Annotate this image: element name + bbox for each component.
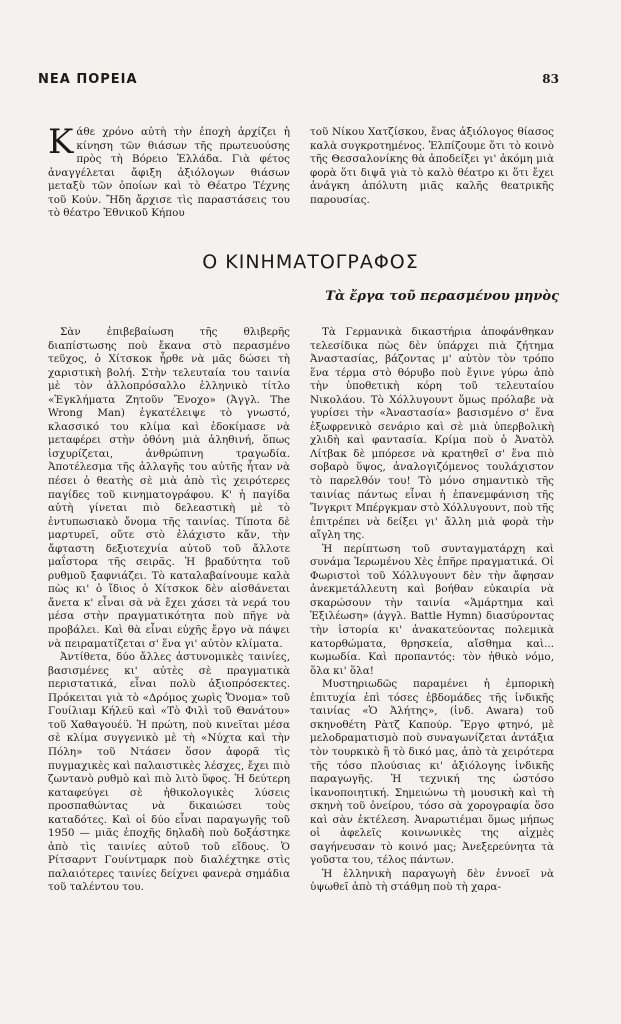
drop-cap: Κ — [48, 122, 74, 162]
section-subtitle: Τὰ ἔργα τοῦ περασμένου μηνὸς — [325, 289, 559, 304]
page-number: 83 — [542, 72, 559, 86]
right-paragraph-1: Τὰ Γερμανικὰ δικαστήρια ἀποφάνθηκαν τελεσίδικα πὼς δὲν ὑπάρχει πιὰ ζήτημα Ἀναστασίας, βάζοντας μ' αὐτὸν τὸν τρόπο ἕνα τέρμα στὸ θόρυβο ποὺ ἔγινε γύρω ἀπὸ τὴν ὑποθετικὴ κόρη τοῦ τελευταίου Νικολάου. Τὸ Χόλλυγουντ ὅμως πρόλαβε νὰ γυρίσει τὴν «Ἀναστασία» βασισμένο σ' ἕνα ἐξωφρενικὸ σενάριο καὶ σὲ μιὰ ὑπερβολικὴ χλιδὴ καὶ φαντασία. Κρίμα ποὺ ὁ Ἀνατὸλ Λίτβακ δὲ μπόρεσε νὰ κρατηθεῖ σ' ἕνα πιὸ σοβαρὸ ὕψος, ἀναλογιζόμενος τουλάχιστον τὸ παρελθόν του! Τὸ μόνο σημαντικὸ τῆς ταινίας πάντως εἶναι ἡ ἐπανεμφάνιση τῆς Ἴνγκριτ Μπέργκμαν στὸ Χόλλυγουντ, ποὺ τῆς ἐπιτρέπει νὰ δείξει γι' ἄλλη μιὰ φορὰ τὴν αἴγλη της. — [310, 326, 554, 542]
intro-paragraph — [48, 122, 290, 221]
left-paragraph-2: Ἀντίθετα, δύο ἄλλες ἀστυνομικὲς ταινίες, βασισμένες κι' αὐτὲς σὲ πραγματικὰ περιστατικά, εἶναι πολὺ ἀξιοπρόσεκτες. Πρόκειται γιὰ τὸ «Δρόμος χωρὶς Ὄνομα» τοῦ Γουίλιαμ Κήλεϋ καὶ «Τὸ Φιλὶ τοῦ Θανάτου» τοῦ Χαθαγουέϋ. Ἡ πρώτη, ποὺ κινεῖται μέσα σὲ κλίμα συγγενικὸ μὲ τὴ «Νύχτα καὶ τὴν Πόλη» τοῦ Ντάσεν ὅσον ἀφορᾶ τὶς πυγμαχικὲς καὶ παλαιστικὲς λέσχες, ἔχει πιὸ ζωντανὸ ρυθμὸ καὶ πιὸ λιτὸ ὕφος. Ἡ δεύτερη καταφεύγει σὲ ἠθικολογικὲς λύσεις προσπαθώντας νὰ δικαιώσει τοὺς καταδότες. Καὶ οἱ δύο εἶναι παραγωγῆς τοῦ 1950 — μιᾶς ἐποχῆς δηλαδὴ ποὺ δοξάστηκε ἀπὸ τὶς ταινίες αὐτοῦ τοῦ εἴδους. Ὁ Ρίτσαρντ Γουίντμαρκ ποὺ διαλέχτηκε στὶς παλαιότερες ταινίες δείχνει φανερὰ σημάδια τοῦ ταλέντου του. — [48, 651, 290, 894]
left-paragraph-1: Σὰν ἐπιβεβαίωση τῆς θλιβερῆς διαπίστωσης ποὺ ἔκανα στὸ περασμένο τεῦχος, ὁ Χίτσκοκ ἦρθε νὰ μᾶς δώσει τὴ χαριστικὴ βολή. Στὴν τελευταία του ταινία μὲ τὸν ἀλλοπρόσαλλο ἑλληνικὸ τίτλο «Ἐγκλήματα Ζητοῦν Ἔνοχο» (Ἀγγλ. The Wrong Man) ἐγκατέλειψε τὸ γνωστό, κλασσικό του κλίμα καὶ ἐδοκίμασε νὰ μεταφέρει στὴν ὀθόνη μιὰ ἀληθινή, ὅπως ἰσχυρίζεται, ἀνθρώπινη τραγωδία. Ἀποτέλεσμα τῆς ἀλλαγῆς του αὐτῆς ἦταν νὰ πέσει ὁ θεατὴς σὲ μιὰ ἀπὸ τὶς χειρότερες παγίδες τοῦ κινηματογράφου. Κ' ἡ παγίδα αὐτὴ γίνεται πιὸ δελεαστικὴ μὲ τὸ ἐντυπωσιακὸ ὄνομα τῆς ταινίας. Τίποτα δὲ μαρτυρεῖ, οὔτε στὸ ἐλάχιστο κἄν, τὴν ἄφταστη δεξιοτεχνία αὐτοῦ τοῦ ἄλλοτε μαΐστορα τῆς σειρᾶς. Ἡ βραδύτητα τοῦ ρυθμοῦ ξαφνιάζει. Τὸ καταλαβαίνουμε καλὰ πὼς κι' ὁ ἴδιος ὁ Χίτσκοκ δὲν αἰσθάνεται ἄνετα κ' εἶναι σὰ νὰ ἔχει χάσει τὰ νερά του μέσα στὴν πραγματικότητα ποὺ πῆγε νὰ προβάλει. Καὶ θὰ εἶναι εὐχῆς ἔργο νὰ πάψει νὰ πειραματίζεται σ' ἕνα γι' αὐτὸν κλίματα. — [48, 326, 290, 650]
intro-right-text: τοῦ Νίκου Χατζίσκου, ἕνας ἀξιόλογος θίασος καλὰ συγκροτημένος. Ἐλπίζουμε ὅτι τὸ κοινὸ τῆς Θεσσαλονίκης θὰ ἀποδείξει γι' ἀκόμη μιὰ φορὰ ὅτι διψᾶ γιὰ τὸ καλὸ θέατρο κι ὅτι ἔχει ἀνάγκη ἀπόλυτη μιᾶς καλῆς θεατρικῆς παρουσίας. — [310, 126, 554, 206]
right-paragraph-2: Ἡ περίπτωση τοῦ συνταγματάρχη καὶ συνάμα Ἱερωμένου Χὲς ἐπῆρε πραγματικά. Οἱ Φωριστοὶ τοῦ Χόλλυγουντ δὲν τὴν ἄφησαν ἀνεκμετάλλευτη καὶ βοήθαν εὐκαιρία νὰ σκαρώσουν τὴν ταινία «Ἁμάρτημα καὶ Ἐξιλέωση» (ἀγγλ. Battle Hymn) διασύροντας τὴν ἱστορία κι' ἀνακατεύοντας πολεμικὰ κατορθώματα, θρησκεία, αἴσθημα καὶ... κωμωδία. Καὶ προπαντός: τὸν ἠθικὸ νόμο, ὅλα κι' ὅλα! — [310, 542, 554, 677]
right-paragraph-3: Μυστηριωδῶς παραμένει ἡ ἐμπορικὴ ἐπιτυχία ἐπὶ τόσες ἑβδομάδες τῆς ἰνδικῆς ταινίας «Ὁ Ἀλήτης», (ἰνδ. Awara) τοῦ σκηνοθέτη Ρὰτζ Καπούρ. Ἔργο φτηνό, μὲ μελοδραματισμὸ ποὺ συναγωνίζεται ἀντάξια τὸν τουρκικὸ ἢ τὸ δικό μας, ἀπὸ τὰ χειρότερα τῆς τόσο πλούσιας κι' ἀξιόλογης ἰνδικῆς παραγωγῆς. Ἡ τεχνική της ὡστόσο ἱκανοποιητική. Σημειώνω τὴ μουσικὴ καὶ τὴ σκηνὴ τοῦ ὀνείρου, τόσο σὰ χορογραφία ὅσο καὶ σὰν ἐκτέλεση. Ἀναρωτιέμαι ὅμως μήπως οἱ ἀφελεῖς κοινωνικὲς της αἰχμὲς σαγήνευσαν τὸ κοινό μας; Ἀνεξερεύνητα τὰ γοῦστα του, τέλος πάντων. — [310, 678, 554, 867]
page-header — [38, 72, 559, 94]
right-column — [310, 326, 554, 895]
right-paragraph-4: Ἡ ἑλληνικὴ παραγωγὴ δὲν ἐννοεῖ νὰ ὑψωθεῖ ἀπὸ τὴ στάθμη ποὺ τὴ χαρα- — [310, 867, 554, 894]
intro-right-column — [310, 126, 554, 207]
intro-left-column — [48, 122, 290, 221]
left-column — [48, 326, 290, 895]
intro-left-text: άθε χρόνο αὐτὴ τὴν ἐποχὴ ἀρχίζει ἡ κίνηση τῶν θιάσων τῆς πρωτευούσης πρὸς τὴ Βόρειο Ἑλλάδα. Γιὰ φέτος ἀναγγέλεται ἄφιξη ἀξιόλογων θιάσων μεταξὺ τῶν ὁποίων καὶ τὸ Θέατρο Τέχνης τοῦ Κούν. Ἤδη ἄρχισε τὶς παραστάσεις του τὸ θέατρο Ἐθνικοῦ Κήπου — [48, 126, 290, 220]
section-title: Ο ΚΙΝΗΜΑΤΟΓΡΑΦΟΣ — [202, 251, 419, 273]
journal-title: ΝΕΑ ΠΟΡΕΙΑ — [38, 72, 138, 87]
